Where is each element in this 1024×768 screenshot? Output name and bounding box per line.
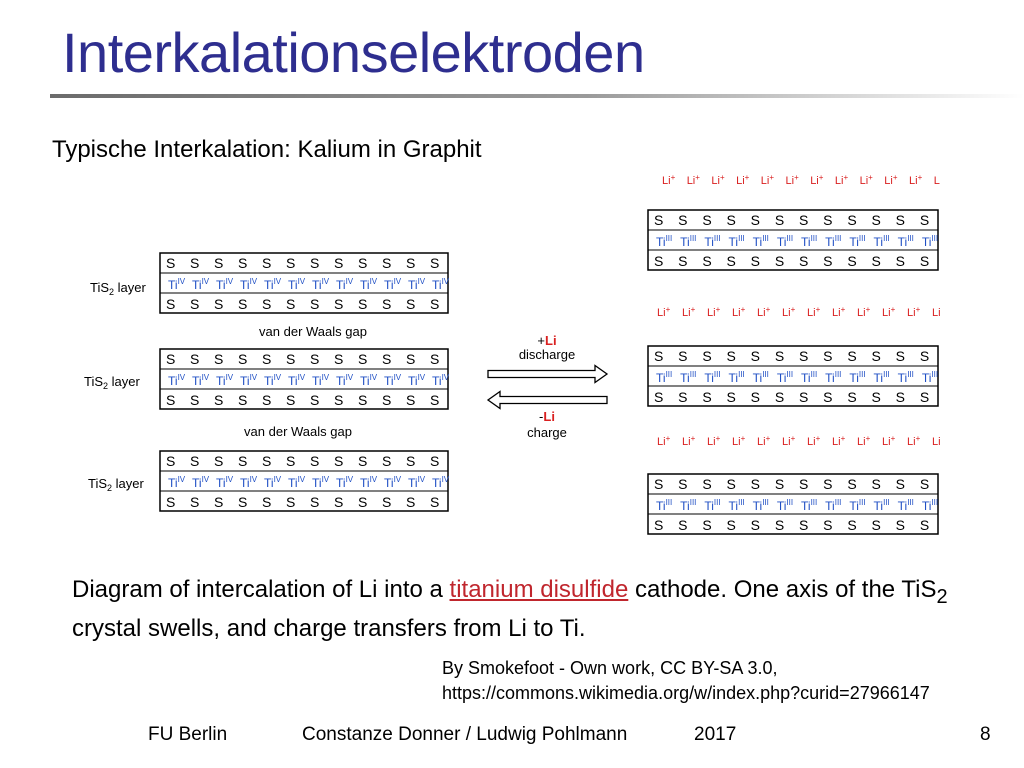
right-2-ti-atom: $Ti^{III}$ [801, 370, 818, 385]
caption-text-1: Diagram of intercalation of Li into a [72, 576, 450, 603]
left-2-ti-atom: $Ti^{IV}$ [384, 373, 402, 388]
left-3-stack [160, 451, 450, 511]
left-3-ti-atom: $Ti^{IV}$ [288, 475, 306, 490]
right-1-s-atom-bottom: S [702, 253, 712, 269]
left-2-s-atom-top: S [190, 351, 200, 367]
footer-page-number: 8 [980, 724, 991, 745]
right-2-ti-atom: $Ti^{III}$ [873, 370, 890, 385]
left-2-ti-atom: $Ti^{IV}$ [288, 373, 306, 388]
left-3-s-atom-bottom: S [286, 494, 296, 510]
right-3-ti-atom: $Ti^{III}$ [801, 498, 818, 513]
caption-text-2: cathode. One axis of the TiS [628, 576, 937, 603]
right-3-ti-atom: $Ti^{III}$ [897, 498, 914, 513]
li-ion: Li+ [907, 434, 921, 448]
li-ion: Li+ [736, 173, 750, 187]
li-ion: Li+ [760, 173, 775, 187]
right-lixtis2-stacks [648, 210, 938, 534]
right-2-s-atom-top: S [726, 348, 736, 364]
left-1-s-atom-top: S [382, 255, 392, 271]
right-2-ti-atom: $Ti^{III}$ [776, 370, 794, 385]
right-3-ti-atom: $Ti^{III}$ [728, 498, 745, 513]
caption-subscript: 2 [936, 585, 948, 608]
right-3-s-atom-top: S [895, 476, 906, 492]
left-1-s-atom-top: S [310, 255, 320, 271]
right-2-s-atom-bottom: S [919, 389, 930, 405]
left-2-s-atom-bottom: S [406, 392, 416, 408]
li-ion: Li+ [707, 434, 721, 448]
li-ion: Li+ [662, 173, 676, 187]
left-1-s-atom-bottom: S [166, 296, 176, 312]
left-3-s-atom-top: S [358, 453, 368, 469]
right-1-stack [648, 210, 938, 270]
left-3-s-atom-bottom: S [382, 494, 392, 510]
li-ion-row-3 [657, 434, 941, 448]
right-1-ti-atom: $Ti^{III}$ [825, 234, 842, 249]
left-2-s-atom-top: S [238, 351, 248, 367]
left-1-ti-atom: $Ti^{IV}$ [360, 277, 378, 292]
left-1-s-atom-top: S [190, 255, 200, 271]
right-2-s-atom-top: S [871, 348, 881, 364]
left-3-s-atom-top: S [310, 453, 320, 469]
right-1-s-atom-top: S [750, 212, 761, 228]
right-1-s-atom-top: S [847, 212, 857, 228]
left-3-ti-atom: $Ti^{IV}$ [216, 475, 234, 490]
tis2-layer-label: TiS$_2$ layer [84, 374, 140, 391]
left-2-s-atom-bottom: S [238, 392, 248, 408]
credit-line-2: https://commons.wikimedia.org/w/index.php?curid=27966147 [442, 683, 930, 703]
left-3-ti-atom: $Ti^{IV}$ [384, 475, 402, 490]
left-3-s-atom-top: S [190, 453, 200, 469]
li-ion: Li+ [884, 173, 898, 187]
right-1-s-atom-top: S [654, 212, 664, 228]
left-3-s-atom-top: S [286, 453, 296, 469]
left-3-s-atom-bottom: S [166, 494, 176, 510]
right-3-s-atom-top: S [774, 476, 785, 492]
left-1-s-atom-bottom: S [382, 296, 392, 312]
charge-label: charge [527, 425, 567, 440]
image-credit [442, 656, 930, 706]
left-2-s-atom-bottom: S [214, 392, 224, 408]
right-1-s-atom-top: S [726, 212, 736, 228]
right-3-ti-atom: $Ti^{III}$ [704, 498, 721, 513]
li-ion-row-2 [657, 305, 941, 319]
charge-li-label: -Li [539, 409, 555, 424]
left-3-s-atom-bottom: S [238, 494, 248, 510]
footer-year: 2017 [694, 724, 737, 745]
left-3-ti-atom: $Ti^{IV}$ [168, 475, 186, 490]
right-1-s-atom-bottom: S [750, 253, 761, 269]
li-ion: Li+ [657, 305, 671, 319]
right-3-s-atom-top: S [847, 476, 857, 492]
li-ion: Li+ [857, 305, 871, 319]
left-1-s-atom-top: S [406, 255, 416, 271]
right-2-ti-atom: $Ti^{III}$ [921, 370, 939, 385]
right-1-ti-atom: $Ti^{III}$ [897, 234, 914, 249]
left-3-s-atom-top: S [238, 453, 248, 469]
left-2-ti-atom: $Ti^{IV}$ [192, 373, 210, 388]
left-1-s-atom-bottom: S [310, 296, 320, 312]
right-2-s-atom-bottom: S [726, 389, 736, 405]
right-1-s-atom-bottom: S [847, 253, 857, 269]
caption-text-3: crystal swells, and charge transfers from Li to Ti. [72, 614, 586, 642]
left-2-s-atom-top: S [166, 351, 176, 367]
discharge-label: discharge [518, 347, 576, 362]
right-2-s-atom-top: S [895, 348, 906, 364]
li-ion: Li+ [909, 173, 923, 187]
right-3-s-atom-bottom: S [799, 517, 809, 533]
left-2-s-atom-bottom: S [382, 392, 392, 408]
right-3-ti-atom: $Ti^{III}$ [825, 498, 842, 513]
left-3-s-atom-bottom: S [358, 494, 368, 510]
footer-authors: Constanze Donner / Ludwig Pohlmann [302, 724, 628, 745]
left-2-s-atom-bottom: S [334, 392, 344, 408]
discharge-arrow [488, 366, 607, 383]
right-3-s-atom-top: S [654, 476, 664, 492]
left-2-ti-atom: $Ti^{IV}$ [264, 373, 282, 388]
right-3-s-atom-top: S [871, 476, 881, 492]
right-2-ti-atom: $Ti^{III}$ [825, 370, 842, 385]
right-1-s-atom-bottom: S [726, 253, 736, 269]
right-2-s-atom-top: S [678, 348, 688, 364]
right-1-s-atom-bottom: S [823, 253, 833, 269]
right-1-s-atom-bottom: S [678, 253, 688, 269]
right-2-s-atom-top: S [847, 348, 857, 364]
right-3-s-atom-bottom: S [750, 517, 761, 533]
left-2-s-atom-bottom: S [430, 392, 440, 408]
left-2-s-atom-bottom: S [166, 392, 176, 408]
li-ion-row-1 [662, 173, 940, 187]
right-3-s-atom-top: S [750, 476, 761, 492]
left-2-ti-atom: $Ti^{IV}$ [408, 373, 426, 388]
li-ion: Li+ [732, 305, 746, 319]
left-1-s-atom-top: S [166, 255, 176, 271]
left-2-s-atom-top: S [358, 351, 368, 367]
li-ion: Li+ [711, 173, 725, 187]
title-divider [50, 94, 1024, 98]
left-1-ti-atom: $Ti^{IV}$ [312, 277, 330, 292]
left-1-s-atom-bottom: S [430, 296, 440, 312]
right-1-s-atom-bottom: S [799, 253, 809, 269]
footer-institution: FU Berlin [148, 724, 228, 745]
left-2-ti-atom: $Ti^{IV}$ [336, 373, 354, 388]
right-3-ti-atom: $Ti^{III}$ [680, 498, 697, 513]
li-ion: Li+ [785, 173, 799, 187]
diagram-labels [84, 173, 941, 493]
right-2-s-atom-bottom: S [895, 389, 906, 405]
left-1-ti-atom: $Ti^{IV}$ [216, 277, 234, 292]
right-2-ti-atom: $Ti^{III}$ [704, 370, 721, 385]
right-3-s-atom-bottom: S [774, 517, 785, 533]
left-1-s-atom-top: S [334, 255, 344, 271]
left-2-s-atom-bottom: S [286, 392, 296, 408]
right-1-s-atom-bottom: S [774, 253, 785, 269]
li-ion: Li+ [757, 305, 771, 319]
li-ion: L [933, 175, 940, 187]
left-2-s-atom-top: S [262, 351, 272, 367]
left-3-s-atom-top: S [262, 453, 272, 469]
right-1-ti-atom: $Ti^{III}$ [873, 234, 890, 249]
credit-line-1: By Smokefoot - Own work, CC BY-SA 3.0, [442, 658, 778, 678]
li-ion: Li+ [834, 173, 849, 187]
li-ion: Li+ [707, 305, 721, 319]
right-2-ti-atom: $Ti^{III}$ [897, 370, 914, 385]
right-3-s-atom-top: S [799, 476, 809, 492]
left-2-s-atom-bottom: S [190, 392, 200, 408]
left-1-s-atom-bottom: S [190, 296, 200, 312]
right-1-s-atom-top: S [702, 212, 712, 228]
left-2-s-atom-bottom: S [358, 392, 368, 408]
left-2-ti-atom: $Ti^{IV}$ [312, 373, 330, 388]
left-1-s-atom-top: S [430, 255, 440, 271]
right-3-s-atom-top: S [823, 476, 833, 492]
left-2-s-atom-top: S [334, 351, 344, 367]
right-3-ti-atom: $Ti^{III}$ [656, 498, 673, 513]
right-2-s-atom-top: S [919, 348, 930, 364]
right-1-s-atom-top: S [919, 212, 930, 228]
right-3-s-atom-bottom: S [919, 517, 930, 533]
van-der-waals-gap-label-1: van der Waals gap [259, 324, 367, 339]
left-1-ti-atom: $Ti^{IV}$ [192, 277, 210, 292]
li-ion: Li+ [782, 434, 796, 448]
right-1-ti-atom: $Ti^{III}$ [656, 234, 673, 249]
tis2-layer-label: TiS$_2$ layer [88, 476, 144, 493]
figure-caption [72, 574, 952, 645]
right-2-s-atom-bottom: S [654, 389, 664, 405]
left-1-s-atom-top: S [214, 255, 224, 271]
left-2-s-atom-top: S [382, 351, 392, 367]
left-3-s-atom-bottom: S [262, 494, 272, 510]
li-ion: Li+ [682, 434, 696, 448]
charge-arrow [488, 392, 607, 409]
left-1-s-atom-bottom: S [262, 296, 272, 312]
left-tis2-stacks [160, 253, 450, 511]
right-1-s-atom-top: S [774, 212, 785, 228]
li-ion: Li+ [686, 173, 700, 187]
right-1-s-atom-top: S [678, 212, 688, 228]
li-ion: Li+ [810, 173, 824, 187]
right-2-s-atom-top: S [774, 348, 785, 364]
li-ion: Li+ [857, 434, 871, 448]
right-1-s-atom-bottom: S [871, 253, 881, 269]
left-1-ti-atom: $Ti^{IV}$ [432, 277, 450, 292]
right-2-s-atom-top: S [750, 348, 761, 364]
tis2-layer-label: TiS$_2$ layer [90, 280, 146, 297]
right-2-ti-atom: $Ti^{III}$ [752, 370, 769, 385]
left-3-s-atom-top: S [334, 453, 344, 469]
right-3-stack [648, 474, 938, 534]
left-3-ti-atom: $Ti^{IV}$ [336, 475, 354, 490]
right-2-s-atom-bottom: S [847, 389, 857, 405]
li-ion: Li+ [807, 305, 821, 319]
left-2-s-atom-top: S [286, 351, 296, 367]
li-ion: Li+ [882, 305, 896, 319]
intercalation-diagram [0, 160, 1024, 550]
left-3-s-atom-top: S [430, 453, 440, 469]
right-1-s-atom-top: S [895, 212, 906, 228]
left-3-s-atom-bottom: S [334, 494, 344, 510]
left-1-s-atom-top: S [358, 255, 368, 271]
right-2-s-atom-top: S [799, 348, 809, 364]
right-1-ti-atom: $Ti^{III}$ [776, 234, 794, 249]
left-1-s-atom-bottom: S [286, 296, 296, 312]
right-2-s-atom-top: S [702, 348, 712, 364]
right-3-s-atom-top: S [726, 476, 736, 492]
right-3-s-atom-bottom: S [895, 517, 906, 533]
right-3-s-atom-top: S [702, 476, 712, 492]
left-2-s-atom-top: S [406, 351, 416, 367]
right-1-s-atom-top: S [799, 212, 809, 228]
right-1-ti-atom: $Ti^{III}$ [801, 234, 818, 249]
slide-title: Interkalationselektroden [62, 21, 645, 84]
left-1-ti-atom: $Ti^{IV}$ [240, 277, 258, 292]
left-2-s-atom-top: S [310, 351, 320, 367]
right-2-s-atom-bottom: S [799, 389, 809, 405]
left-2-stack [160, 349, 450, 409]
left-1-s-atom-top: S [262, 255, 272, 271]
left-1-ti-atom: $Ti^{IV}$ [168, 277, 186, 292]
left-1-s-atom-bottom: S [334, 296, 344, 312]
left-2-s-atom-bottom: S [262, 392, 272, 408]
right-1-ti-atom: $Ti^{III}$ [921, 234, 939, 249]
left-1-s-atom-bottom: S [358, 296, 368, 312]
li-ion: Li+ [907, 305, 921, 319]
right-1-s-atom-bottom: S [895, 253, 906, 269]
left-3-s-atom-bottom: S [310, 494, 320, 510]
right-3-s-atom-bottom: S [823, 517, 833, 533]
right-3-s-atom-bottom: S [654, 517, 664, 533]
right-2-stack [648, 346, 938, 406]
right-2-s-atom-bottom: S [823, 389, 833, 405]
right-3-s-atom-top: S [678, 476, 688, 492]
right-3-ti-atom: $Ti^{III}$ [752, 498, 769, 513]
right-1-s-atom-bottom: S [654, 253, 664, 269]
li-ion: Li+ [732, 434, 746, 448]
right-2-ti-atom: $Ti^{III}$ [728, 370, 745, 385]
right-1-ti-atom: $Ti^{III}$ [849, 234, 866, 249]
left-2-ti-atom: $Ti^{IV}$ [168, 373, 186, 388]
li-ion: Li+ [832, 305, 846, 319]
li-ion: Li+ [859, 173, 873, 187]
right-1-ti-atom: $Ti^{III}$ [752, 234, 769, 249]
li-ion: Li+ [832, 434, 846, 448]
right-1-s-atom-top: S [823, 212, 833, 228]
left-2-s-atom-top: S [430, 351, 440, 367]
right-1-ti-atom: $Ti^{III}$ [728, 234, 745, 249]
left-2-s-atom-bottom: S [310, 392, 320, 408]
left-1-s-atom-top: S [286, 255, 296, 271]
left-1-ti-atom: $Ti^{IV}$ [288, 277, 306, 292]
left-3-s-atom-bottom: S [214, 494, 224, 510]
right-3-ti-atom: $Ti^{III}$ [921, 498, 939, 513]
right-1-ti-atom: $Ti^{III}$ [704, 234, 721, 249]
left-3-s-atom-top: S [382, 453, 392, 469]
right-1-s-atom-bottom: S [919, 253, 930, 269]
left-3-ti-atom: $Ti^{IV}$ [360, 475, 378, 490]
right-3-s-atom-bottom: S [847, 517, 857, 533]
left-2-ti-atom: $Ti^{IV}$ [360, 373, 378, 388]
right-3-s-atom-bottom: S [678, 517, 688, 533]
left-3-ti-atom: $Ti^{IV}$ [192, 475, 210, 490]
right-3-ti-atom: $Ti^{III}$ [776, 498, 794, 513]
left-3-s-atom-top: S [214, 453, 224, 469]
left-3-s-atom-top: S [166, 453, 176, 469]
right-1-s-atom-top: S [871, 212, 881, 228]
discharge-li-label: +Li [537, 333, 557, 348]
left-3-s-atom-bottom: S [430, 494, 440, 510]
li-ion: Li [932, 436, 941, 448]
van-der-waals-gap-label-2: van der Waals gap [244, 424, 352, 439]
left-3-ti-atom: $Ti^{IV}$ [240, 475, 258, 490]
li-ion: Li+ [682, 305, 696, 319]
left-2-s-atom-top: S [214, 351, 224, 367]
left-3-ti-atom: $Ti^{IV}$ [264, 475, 282, 490]
right-3-s-atom-bottom: S [871, 517, 881, 533]
left-2-ti-atom: $Ti^{IV}$ [216, 373, 234, 388]
left-1-s-atom-bottom: S [238, 296, 248, 312]
li-ion: Li+ [807, 434, 821, 448]
left-1-ti-atom: $Ti^{IV}$ [408, 277, 426, 292]
right-2-s-atom-bottom: S [871, 389, 881, 405]
right-3-s-atom-top: S [919, 476, 930, 492]
right-2-s-atom-top: S [654, 348, 664, 364]
li-ion: Li+ [657, 434, 671, 448]
left-3-s-atom-bottom: S [406, 494, 416, 510]
left-3-s-atom-bottom: S [190, 494, 200, 510]
right-3-s-atom-bottom: S [702, 517, 712, 533]
right-2-s-atom-bottom: S [750, 389, 761, 405]
li-ion: Li [932, 307, 941, 319]
right-2-ti-atom: $Ti^{III}$ [680, 370, 697, 385]
slide-subtitle: Typische Interkalation: Kalium in Graphit [52, 136, 482, 163]
left-1-s-atom-top: S [238, 255, 248, 271]
right-3-ti-atom: $Ti^{III}$ [873, 498, 890, 513]
left-2-ti-atom: $Ti^{IV}$ [432, 373, 450, 388]
right-1-ti-atom: $Ti^{III}$ [680, 234, 697, 249]
right-2-s-atom-top: S [823, 348, 833, 364]
right-2-s-atom-bottom: S [702, 389, 712, 405]
right-3-ti-atom: $Ti^{III}$ [849, 498, 866, 513]
titanium-disulfide-link[interactable]: titanium disulfide [449, 576, 629, 603]
li-ion: Li+ [882, 434, 896, 448]
left-3-ti-atom: $Ti^{IV}$ [312, 475, 330, 490]
left-3-ti-atom: $Ti^{IV}$ [432, 475, 450, 490]
right-2-ti-atom: $Ti^{III}$ [849, 370, 866, 385]
left-3-s-atom-top: S [406, 453, 416, 469]
right-2-s-atom-bottom: S [774, 389, 785, 405]
right-3-s-atom-bottom: S [726, 517, 736, 533]
left-1-s-atom-bottom: S [406, 296, 416, 312]
left-1-ti-atom: $Ti^{IV}$ [264, 277, 282, 292]
right-2-s-atom-bottom: S [678, 389, 688, 405]
left-1-s-atom-bottom: S [214, 296, 224, 312]
right-2-ti-atom: $Ti^{III}$ [656, 370, 673, 385]
reaction-arrows [488, 333, 607, 440]
li-ion: Li+ [757, 434, 771, 448]
li-ion: Li+ [782, 305, 796, 319]
left-1-ti-atom: $Ti^{IV}$ [336, 277, 354, 292]
left-1-stack [160, 253, 450, 313]
left-3-ti-atom: $Ti^{IV}$ [408, 475, 426, 490]
left-1-ti-atom: $Ti^{IV}$ [384, 277, 402, 292]
left-2-ti-atom: $Ti^{IV}$ [240, 373, 258, 388]
